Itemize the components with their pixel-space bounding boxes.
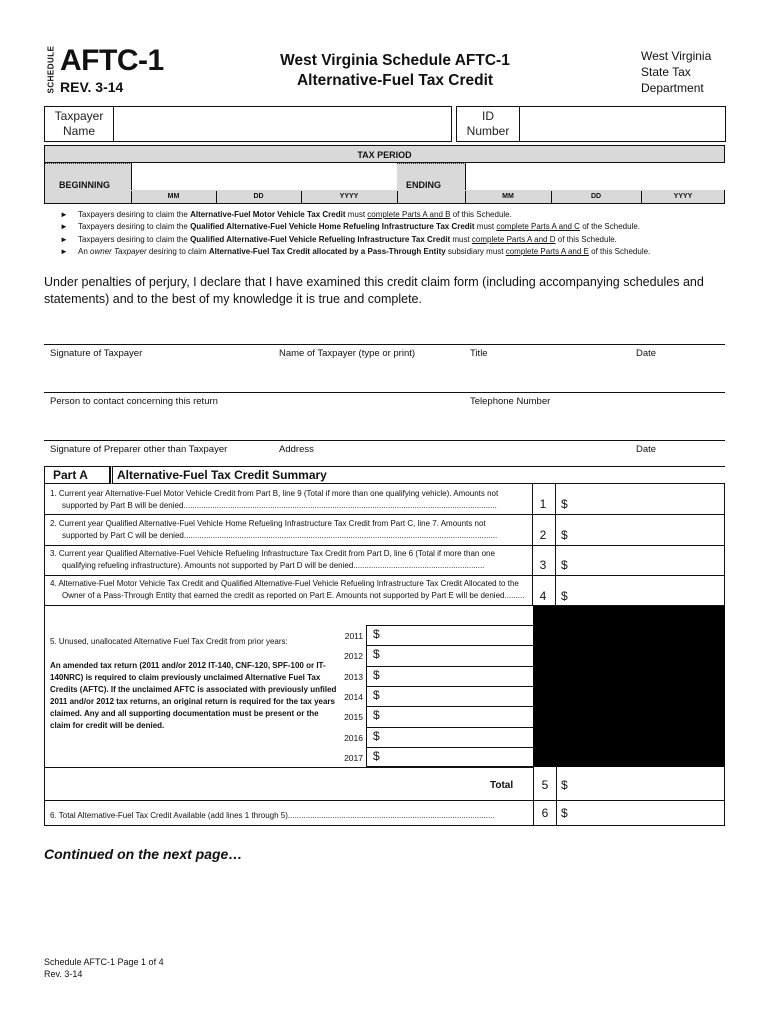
- instruction-item: [60, 221, 650, 233]
- prior-year-amount-input[interactable]: [384, 707, 530, 725]
- prior-year-label: 2013: [344, 671, 363, 682]
- line-1-text: [50, 488, 530, 512]
- prior-year-amount-input[interactable]: [384, 748, 530, 766]
- text: desiring to claim: [146, 246, 209, 256]
- line-6-text: 6. Total Alternative-Fuel Tax Credit Available (add lines 1 through 5).............................................................................................: [50, 811, 495, 820]
- id-number-label-line1: ID: [482, 109, 494, 123]
- text-underlined: complete Parts A and B: [367, 210, 451, 219]
- begin-yyyy-caption: YYYY: [339, 193, 359, 200]
- line-3-dollar: $: [561, 558, 568, 572]
- taxpayer-name-print-label: Name of Taxpayer (type or print): [279, 348, 416, 359]
- prior-year-amount-input[interactable]: [384, 667, 530, 685]
- prior-year-row-divider: [366, 727, 533, 728]
- signature-line-3[interactable]: [44, 440, 725, 441]
- id-number-input[interactable]: [519, 106, 726, 142]
- line-1-number: 1: [539, 497, 547, 511]
- text: must: [345, 210, 368, 219]
- line-6-total-input[interactable]: [576, 802, 722, 824]
- text: must: [450, 234, 472, 244]
- line-5-total-input[interactable]: [576, 769, 722, 798]
- end-yyyy-caption: YYYY: [673, 193, 693, 200]
- page-footer: [44, 956, 164, 980]
- continued-note: Continued on the next page…: [44, 846, 243, 862]
- line-3-number: 3: [539, 558, 547, 572]
- prior-year-dollar: $: [373, 708, 380, 723]
- text-underlined: complete Parts A and C: [496, 222, 580, 232]
- form-title-line1: West Virginia Schedule AFTC-1: [280, 52, 510, 69]
- text: Taxpayers desiring to claim the: [78, 210, 191, 219]
- prior-year-dollar: $: [373, 647, 380, 662]
- line-5-dollar: $: [561, 778, 568, 792]
- perjury-declaration: Under penalties of perjury, I declare that I have examined this credit claim form (including accompanying schedules and statements) and to the best of my knowledge it is true and complete.: [44, 275, 704, 306]
- col-divider: [556, 767, 557, 826]
- signature-line-1[interactable]: [44, 344, 725, 345]
- line-3-text-b: qualifying refueling infrastructure). Amounts not supported by Part D will be denied...........................................................: [62, 561, 485, 570]
- row-divider: [44, 767, 533, 768]
- line-3-text: [50, 548, 530, 572]
- line-5-note: An amended tax return (2011 and/or 2012 IT-140, CNF-120, SPF-100 or IT-140NRC) is required to claim previously unclaimed Alternative Fuel Tax Credits (AFTC). If the unclaimed AFTC is associated with previously unfiled 2011 and/or 2012 tax returns, an original return is required for the tax years claimed. Any and all supporting documentation must be present or the claim for credit will be denied.: [50, 661, 337, 730]
- prior-year-dollar: $: [373, 667, 380, 682]
- signature-taxpayer-label: Signature of Taxpayer: [50, 348, 143, 359]
- telephone-label: Telephone Number: [470, 396, 551, 407]
- line-1-amount-input[interactable]: [576, 486, 722, 512]
- prior-year-row-divider: [366, 666, 533, 667]
- row-divider: [44, 575, 725, 576]
- text: Taxpayers desiring to claim the: [78, 234, 191, 244]
- id-number-field[interactable]: [456, 106, 725, 142]
- prior-year-col-divider: [366, 625, 367, 767]
- line-2-amount-input[interactable]: [576, 517, 722, 543]
- text-italic: owner Taxpayer: [90, 246, 147, 256]
- preparer-signature-label: Signature of Preparer other than Taxpayer: [50, 444, 228, 455]
- footer-revision: Rev. 3-14: [44, 969, 83, 979]
- text-bold: Alternative-Fuel Tax Credit allocated by a Pass-Through Entity: [208, 246, 446, 256]
- prior-year-row-divider: [366, 706, 533, 707]
- prior-year-amount-input[interactable]: [384, 626, 530, 644]
- beginning-label: BEGINNING: [59, 180, 111, 190]
- taxpayer-name-label-line1: Taxpayer: [54, 109, 104, 123]
- contact-person-label: Person to contact concerning this return: [50, 396, 218, 407]
- line-4-number: 4: [539, 589, 547, 603]
- part-a-title: Alternative-Fuel Tax Credit Summary: [110, 466, 725, 484]
- schedule-vertical-text: SCHEDULE: [46, 45, 56, 94]
- prior-year-label: 2017: [344, 752, 363, 763]
- prior-year-label: 2015: [344, 712, 363, 723]
- prior-year-dollar: $: [373, 627, 380, 641]
- line-5-text: 5. Unused, unallocated Alternative Fuel Tax Credit from prior years:: [50, 637, 288, 646]
- text: must: [474, 222, 497, 232]
- ending-date-input[interactable]: [465, 163, 725, 190]
- prior-year-label: 2016: [344, 732, 363, 743]
- dept-line3: Department: [641, 81, 704, 95]
- prior-year-label: 2011: [344, 631, 363, 641]
- text-bold: Alternative-Fuel Motor Vehicle Tax Credit: [190, 210, 346, 219]
- line-1-text-b: supported by Part B will be denied.............................................................................................................................................: [62, 501, 497, 510]
- end-dd-caption: DD: [590, 193, 602, 200]
- prior-year-dollar: $: [373, 687, 380, 702]
- line-4-text: [50, 578, 530, 602]
- text: An: [78, 246, 91, 256]
- row-divider: [44, 514, 725, 515]
- footer-page-label: Schedule AFTC-1 Page 1 of 4: [44, 957, 164, 967]
- prior-year-dollar: $: [373, 748, 380, 763]
- taxpayer-name-input[interactable]: [113, 106, 452, 142]
- text: of this Schedule.: [588, 246, 651, 256]
- form-id: AFTC-1: [60, 44, 164, 77]
- blacked-out-area: [533, 606, 725, 767]
- text: of this Schedule.: [450, 210, 512, 219]
- signature-line-2[interactable]: [44, 392, 725, 393]
- line-2-number: 2: [539, 528, 547, 542]
- total-label: Total: [490, 780, 514, 791]
- line-1-dollar: $: [561, 497, 568, 511]
- end-mm-caption: MM: [502, 193, 514, 200]
- text: of this Schedule.: [555, 234, 617, 244]
- ending-label: ENDING: [406, 180, 442, 190]
- address-label: Address: [279, 444, 314, 455]
- department-name: [641, 48, 711, 96]
- line-4-text-b: Owner of a Pass-Through Entity that earned the credit as reported on Part E. Amounts not supported by Part E will be denied.........: [62, 591, 525, 600]
- title-label: Title: [470, 348, 488, 359]
- tp-sep: [397, 191, 398, 204]
- instructions-list: [60, 209, 650, 258]
- date-label-2: Date: [636, 444, 657, 455]
- prior-year-label: 2012: [344, 651, 363, 662]
- line-4-dollar: $: [561, 589, 568, 603]
- line-3-amount-input[interactable]: [576, 547, 722, 573]
- tax-period-section: [44, 162, 725, 204]
- text-underlined: complete Parts A and D: [471, 234, 556, 244]
- begin-mm-caption: MM: [167, 193, 180, 200]
- line-6-number: 6: [541, 806, 549, 820]
- begin-dd-caption: DD: [253, 193, 264, 200]
- prior-year-label: 2014: [344, 691, 363, 702]
- prior-year-amount-input[interactable]: [384, 646, 530, 664]
- instruction-item: [60, 234, 650, 246]
- row-divider: [44, 800, 725, 801]
- line-1-text-a: 1. Current year Alternative-Fuel Motor Vehicle Credit from Part B, line 9 (Total if more than one qualifying vehicle). Amounts not: [50, 489, 499, 498]
- schedule-vertical-label: [44, 45, 58, 97]
- prior-year-amount-input[interactable]: [384, 728, 530, 746]
- tax-period-heading: TAX PERIOD: [44, 145, 725, 163]
- dept-line2: State Tax: [641, 65, 691, 79]
- part-a-label: Part A: [44, 466, 110, 484]
- line-2-text: [50, 518, 530, 542]
- text: of the Schedule.: [579, 222, 641, 232]
- revision-label: REV. 3-14: [60, 79, 124, 95]
- text: Taxpayers desiring to claim the: [78, 222, 191, 232]
- prior-year-amount-input[interactable]: [384, 687, 530, 705]
- line-2-text-a: 2. Current year Qualified Alternative-Fuel Vehicle Home Refueling Infrastructure Tax Credit from Part C, line 7. Amounts not: [50, 519, 486, 528]
- line-4-amount-input[interactable]: [576, 578, 722, 604]
- date-label: Date: [636, 348, 657, 359]
- id-number-label-line2: Number: [466, 124, 510, 138]
- line-2-text-b: supported by Part C will be denied.............................................................................................................................................: [62, 531, 498, 540]
- beginning-date-input[interactable]: [131, 163, 397, 190]
- prior-year-row-divider: [366, 747, 533, 748]
- taxpayer-name-label: [45, 109, 113, 139]
- text-bold: Qualified Alternative-Fuel Vehicle Refueling Infrastructure Tax Credit: [190, 234, 451, 244]
- taxpayer-name-label-line2: Name: [62, 124, 95, 138]
- line-2-dollar: $: [561, 528, 568, 542]
- line-3-text-a: 3. Current year Qualified Alternative-Fuel Vehicle Refueling Infrastructure Tax Credit from Part D, line 6 (Total if more than one: [50, 549, 495, 558]
- instruction-item: [60, 209, 650, 221]
- line-4-text-a: 4. Alternative-Fuel Motor Vehicle Tax Credit and Qualified Alternative-Fuel Vehicle Refueling Infrastructure Tax Credit Allocated to the: [50, 579, 519, 588]
- form-title-line2: Alternative-Fuel Tax Credit: [296, 72, 494, 89]
- row-divider: [44, 545, 725, 546]
- prior-year-row-divider: [366, 645, 533, 646]
- prior-year-dollar: $: [373, 728, 380, 743]
- line-5-number: 5: [541, 778, 549, 792]
- dept-line1: West Virginia: [641, 49, 712, 63]
- id-number-label: [457, 109, 519, 139]
- text: subsidiary must: [445, 246, 506, 256]
- taxpayer-name-field[interactable]: [44, 106, 450, 142]
- prior-year-row-divider: [366, 686, 533, 687]
- text-underlined: complete Parts A and E: [505, 246, 589, 256]
- instruction-item: [60, 246, 650, 258]
- line-6-dollar: $: [561, 806, 568, 820]
- text-bold: Qualified Alternative-Fuel Vehicle Home Refueling Infrastructure Tax Credit: [190, 222, 475, 232]
